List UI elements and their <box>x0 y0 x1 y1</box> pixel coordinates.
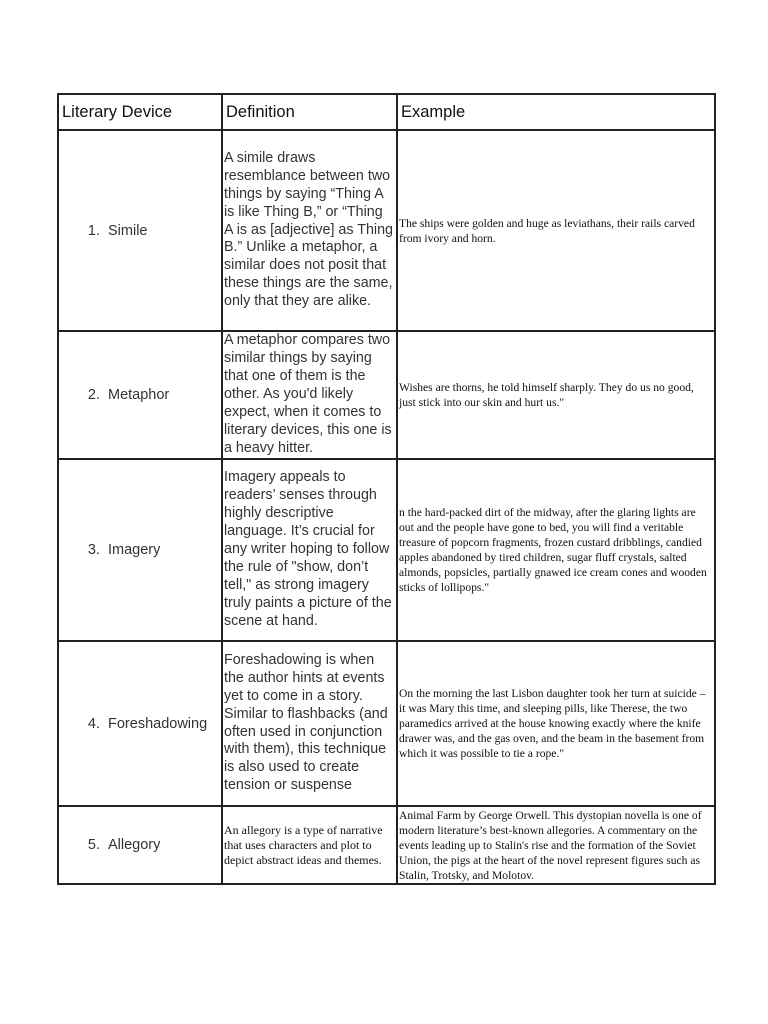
device-cell <box>58 331 222 459</box>
table-row <box>58 459 715 641</box>
definition-cell: An allegory is a type of narrative that uses characters and plot to depict abstract ideas and themes. <box>222 806 397 884</box>
row-number: 1. <box>87 222 100 239</box>
table-header-row <box>58 94 715 130</box>
example-cell: Animal Farm by George Orwell. This dystopian novella is one of modern literature’s best-known allegories. A commentary on the events leading up to Stalin's rise and the formation of the Soviet Union, the pigs at the heart of the novel represent figures such as Stalin, Trotsky, and Molotov. <box>397 806 715 884</box>
row-number: 2. <box>87 387 100 403</box>
definition-cell: Foreshadowing is when the author hints at events yet to come in a story. Similar to flashbacks (and often used in conjunction with them), this technique is also used to create tension or suspense <box>222 641 397 806</box>
header-definition: Definition <box>222 94 397 130</box>
device-name: Allegory <box>108 837 161 853</box>
device-name: Simile <box>108 222 148 239</box>
header-example: Example <box>397 94 715 130</box>
example-cell: n the hard-packed dirt of the midway, after the glaring lights are out and the people have gone to bed, you will find a veritable treasure of popcorn fragments, frozen custard dribblings, candied apples abandoned by tired children, sugar fluff crystals, salted almonds, popsicles, partially gnawed ice cream cones and wooden sticks of lollipops." <box>397 459 715 641</box>
example-cell: The ships were golden and huge as leviathans, their rails carved from ivory and horn. <box>397 130 715 331</box>
table-row <box>58 331 715 459</box>
row-number: 4. <box>87 715 100 732</box>
device-cell <box>58 459 222 641</box>
literary-devices-table <box>57 93 716 885</box>
device-cell <box>58 806 222 884</box>
definition-cell: A simile draws resemblance between two things by saying “Thing A is like Thing B,” or “Thing A is as [adjective] as Thing B.” Unlike a metaphor, a similar does not posit that these things are the same, only that they are alike. <box>222 130 397 331</box>
device-name: Metaphor <box>108 387 170 403</box>
row-number: 5. <box>87 837 100 853</box>
definition-cell: Imagery appeals to readers’ senses through highly descriptive language. It’s crucial for any writer hoping to follow the rule of "show, don’t tell," as strong imagery truly paints a picture of the scene at hand. <box>222 459 397 641</box>
header-literary-device: Literary Device <box>58 94 222 130</box>
definition-cell: A metaphor compares two similar things by saying that one of them is the other. As you'd likely expect, when it comes to literary devices, this one is a heavy hitter. <box>222 331 397 459</box>
table-row <box>58 641 715 806</box>
device-cell <box>58 641 222 806</box>
example-cell: On the morning the last Lisbon daughter took her turn at suicide – it was Mary this time, and sleeping pills, like Therese, the two paramedics arrived at the house knowing exactly where the knife drawer was, and the gas oven, and the beam in the basement from which it was possible to tie a rope." <box>397 641 715 806</box>
table-row <box>58 806 715 884</box>
table-row <box>58 130 715 331</box>
example-cell: Wishes are thorns, he told himself sharply. They do us no good, just stick into our skin and hurt us." <box>397 331 715 459</box>
device-cell <box>58 130 222 331</box>
device-name: Foreshadowing <box>108 715 208 732</box>
row-number: 3. <box>87 542 100 558</box>
device-name: Imagery <box>108 542 161 558</box>
